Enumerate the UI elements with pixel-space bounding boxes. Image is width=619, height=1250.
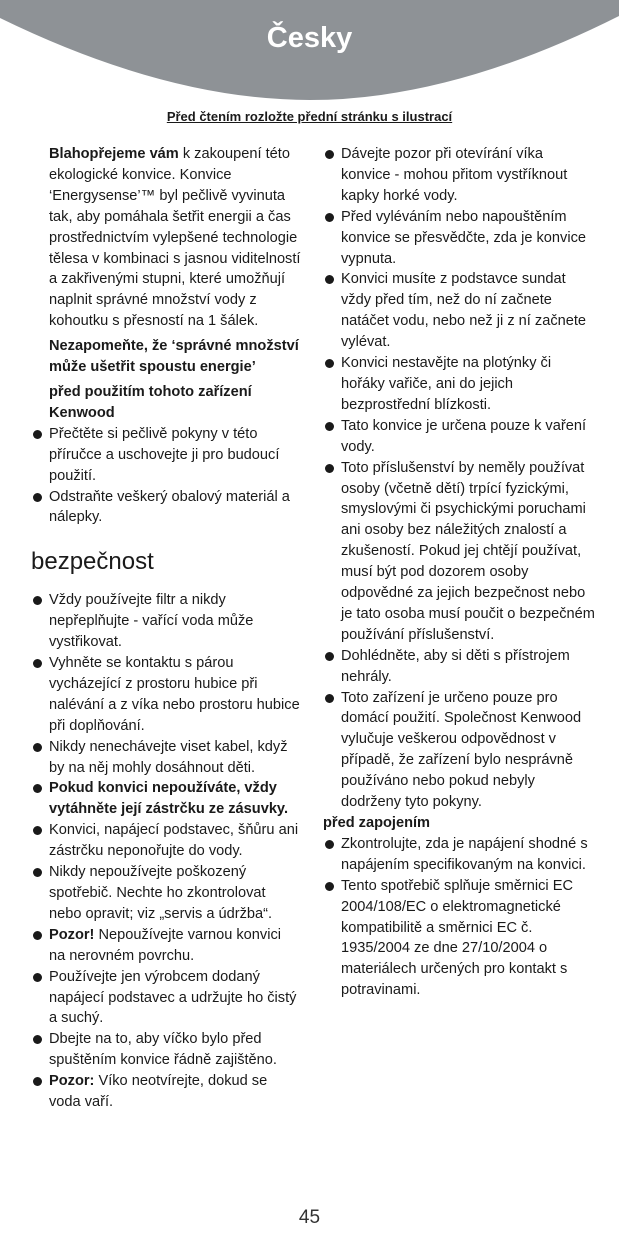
- list-item: Přečtěte si pečlivě pokyny v této příručce a uschovejte ji pro budoucí použití.: [31, 424, 301, 487]
- energy-note: Nezapomeňte, že ‘správné množství může ušetřit spoustu energie’: [49, 338, 299, 376]
- list-item: Pokud konvici nepoužíváte, vždy vytáhněte její zástrčku ze zásuvky.: [31, 778, 301, 820]
- page-title: Česky: [266, 22, 353, 54]
- list-item: Odstraňte veškerý obalový materiál a nálepky.: [31, 487, 301, 529]
- intro-text: k zakoupení této ekologické konvice. Konvice ‘Energysense’™ byl pečlivě vyvinuta tak, aby pomáhala šetřit energii a čas prostřednictvím vylepšené technologie tělesa v kombinaci s jasnou viditelností a zakřivenými stupni, které umožňují naplnit správné množství vody z kohoutku s přesností na 1 šálek.: [49, 146, 301, 330]
- list-item: Dohlédněte, aby si děti s přístrojem nehrály.: [323, 646, 595, 688]
- before-use-heading: před použitím tohoto zařízení Kenwood: [49, 383, 252, 421]
- list-item: Nikdy nepoužívejte poškozený spotřebič. Nechte ho zkontrolovat nebo opravit; viz „servis a údržba“.: [31, 862, 301, 925]
- list-item: Dávejte pozor při otevírání víka konvice - mohou přitom vystříknout kapky horké vody.: [323, 144, 595, 207]
- list-item: Nikdy nenechávejte viset kabel, když by na něj mohly dosáhnout děti.: [31, 737, 301, 779]
- safety-list: [31, 590, 301, 1113]
- list-item: Dbejte na to, aby víčko bylo před spuštěním konvice řádně zajištěno.: [31, 1029, 301, 1071]
- list-item: Tato konvice je určena pouze k vaření vody.: [323, 416, 595, 458]
- list-item: Toto zařízení je určeno pouze pro domácí použití. Společnost Kenwood vylučuje veškerou odpovědnost v případě, že zařízení bylo nesprávně používáno nebo pokud nebyly dodrženy tyto pokyny.: [323, 688, 595, 813]
- list-item: Toto příslušenství by neměly používat osoby (včetně dětí) trpící fyzickými, smyslovými či psychickými poruchami ani osoby bez náležitých znalostí a zkušeností. Pokud jej chtějí používat, musí být pod dozorem osoby odpovědné za jejich bezpečnost nebo je tato osoba musí poučit o bezpečném používání příslušenství.: [323, 458, 595, 646]
- safety-list-continued: [323, 144, 595, 813]
- list-item: Vyhněte se kontaktu s párou vycházející z prostoru hubice při nalévání a z víka nebo prostoru hubice při doplňování.: [31, 653, 301, 737]
- list-item: Vždy používejte filtr a nikdy nepřeplňujte - vařící voda může vystřikovat.: [31, 590, 301, 653]
- before-connecting-heading: před zapojením: [323, 815, 431, 831]
- intro-lead: Blahopřejeme vám: [49, 146, 179, 162]
- right-column: [323, 144, 595, 1001]
- list-item: Používejte jen výrobcem dodaný napájecí podstavec a udržujte ho čistý a suchý.: [31, 967, 301, 1030]
- before-use-list: [31, 424, 301, 529]
- page-number: 45: [298, 1207, 321, 1228]
- safety-title: bezpečnost: [31, 548, 154, 576]
- list-item: Konvici musíte z podstavce sundat vždy před tím, než do ní začnete natáčet vodu, nebo než ji z ní začnete vylévat.: [323, 269, 595, 353]
- list-item: Konvici, napájecí podstavec, šňůru ani zástrčku neponořujte do vody.: [31, 820, 301, 862]
- list-item: Před vyléváním nebo napouštěním konvice se přesvědčte, zda je konvice vypnuta.: [323, 207, 595, 270]
- subtitle-instruction: Před čtením rozložte přední stránku s ilustrací: [166, 109, 453, 124]
- list-item: Konvici nestavějte na plotýnky či hořáky vařiče, ani do jejich bezprostřední blízkosti.: [323, 353, 595, 416]
- list-item: Pozor: Víko neotvírejte, dokud se voda vaří.: [31, 1071, 301, 1113]
- intro-paragraph: [31, 144, 301, 332]
- list-item: Zkontrolujte, zda je napájení shodné s napájením specifikovaným na konvici.: [323, 834, 595, 876]
- before-connecting-list: [323, 834, 595, 1001]
- list-item: Pozor! Nepoužívejte varnou konvici na nerovném povrchu.: [31, 925, 301, 967]
- left-column: [31, 144, 301, 1113]
- list-item: Tento spotřebič splňuje směrnici EC 2004/108/EC o elektromagnetické kompatibilitě a směrnici EC č. 1935/2004 ze dne 27/10/2004 o materiálech určených pro kontakt s potravinami.: [323, 876, 595, 1001]
